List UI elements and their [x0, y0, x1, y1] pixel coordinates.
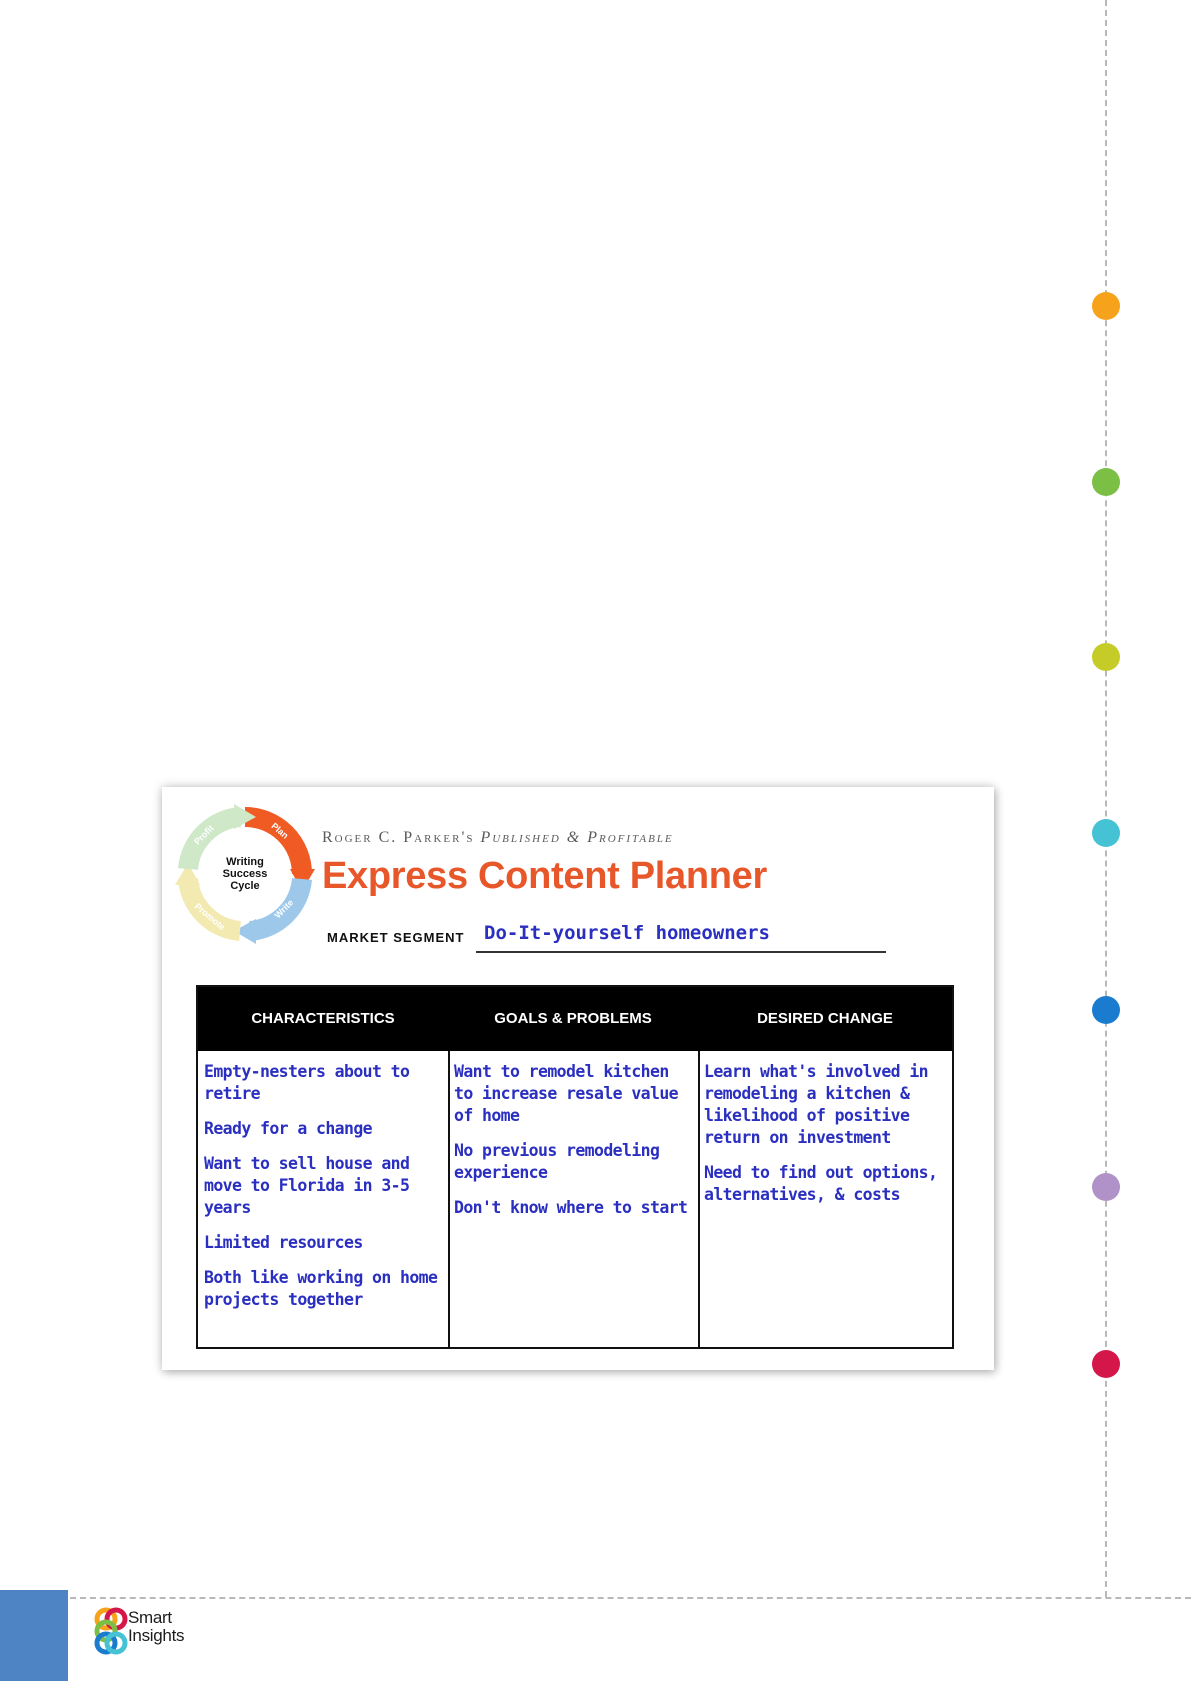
logo-wordmark	[128, 1609, 184, 1645]
list-item: Both like working on home projects together	[204, 1268, 438, 1309]
logo-text-line1: Smart	[128, 1608, 172, 1627]
list-item: Limited resources	[204, 1233, 363, 1252]
planner-title: Express Content Planner	[322, 855, 767, 897]
svg-text:Cycle: Cycle	[230, 880, 260, 892]
svg-text:Promote: Promote	[192, 901, 228, 933]
byline-book: Published & Profitable	[480, 829, 674, 846]
timeline-dot-cyan	[1092, 819, 1120, 847]
timeline-dot-green	[1092, 468, 1120, 496]
list-item: Need to find out options, alternatives, & costs	[704, 1163, 938, 1204]
column-header-desired-change: DESIRED CHANGE	[757, 1010, 893, 1027]
characteristics-cell	[204, 1061, 442, 1324]
column-divider	[448, 1051, 450, 1347]
table-header-row	[198, 987, 952, 1051]
logo-text-line2: Insights	[128, 1626, 185, 1645]
byline-author: Roger C. Parker's	[322, 829, 481, 846]
byline	[322, 829, 674, 847]
timeline-dot-orange	[1092, 292, 1120, 320]
writing-success-cycle-icon	[170, 799, 320, 949]
timeline-dot-purple	[1092, 1173, 1120, 1201]
svg-text:Success: Success	[222, 868, 268, 880]
footer-divider	[70, 1597, 1191, 1599]
timeline-dot-lime	[1092, 643, 1120, 671]
market-segment-label: MARKET SEGMENT	[327, 930, 465, 945]
market-segment-underline	[476, 951, 886, 953]
list-item: No previous remodeling experience	[454, 1141, 660, 1182]
list-item: Don't know where to start	[454, 1198, 688, 1217]
svg-text:Plan: Plan	[269, 820, 291, 841]
content-planner-image	[162, 787, 994, 1370]
market-segment-value: Do-It-yourself homeowners	[484, 922, 770, 944]
desired-change-cell	[704, 1061, 946, 1219]
list-item: Learn what's involved in remodeling a kitchen & likelihood of positive return on investment	[704, 1062, 929, 1147]
list-item: Ready for a change	[204, 1119, 373, 1138]
list-item: Want to sell house and move to Florida in 3-5 years	[204, 1154, 410, 1217]
planner-table	[196, 985, 954, 1349]
list-item: Want to remodel kitchen to increase resale value of home	[454, 1062, 679, 1125]
timeline-dot-blue	[1092, 996, 1120, 1024]
svg-text:Profit: Profit	[192, 823, 216, 847]
column-divider	[698, 1051, 700, 1347]
column-header-characteristics: CHARACTERISTICS	[251, 1010, 395, 1027]
column-header-goals-problems: GOALS & PROBLEMS	[494, 1010, 652, 1027]
goals-problems-cell	[454, 1061, 694, 1232]
svg-text:Writing: Writing	[226, 856, 264, 868]
svg-text:Write: Write	[272, 897, 296, 921]
list-item: Empty-nesters about to retire	[204, 1062, 410, 1103]
timeline-dot-crimson	[1092, 1350, 1120, 1378]
footer-color-block	[0, 1590, 68, 1681]
